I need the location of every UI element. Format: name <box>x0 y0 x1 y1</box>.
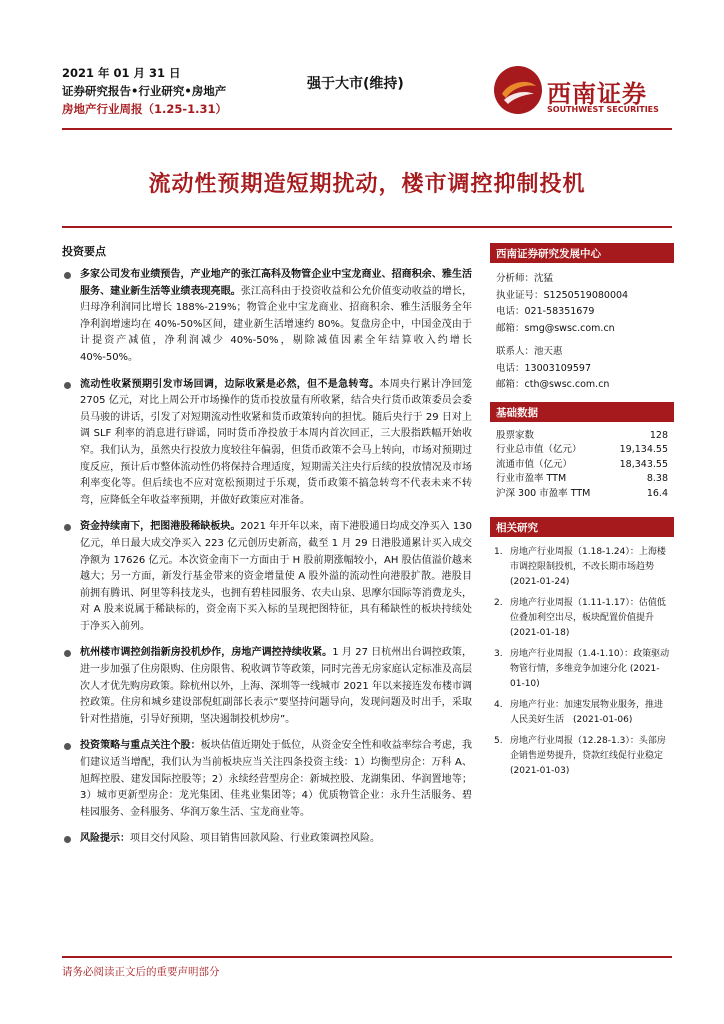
bullet-dot-icon <box>64 743 71 750</box>
stat-row <box>496 487 668 502</box>
list-item-number: 5. <box>494 736 503 747</box>
bullet-body: 1 月 27 日杭州出台调控政策，进一步加强了住房限购、住房限售、税收调节等政策，同时完善无房家庭认定标准及高层次人才优先购房政策。除杭州以外，上海、深圳等一线城市 2021 年以来接连发布楼市调控政策。住房和城乡建设部倪虹副部长表示“要坚持问题导向，发现问题及时出手，采取针对性措施，引导好预期，坚决遏制投机炒房”。 <box>80 647 473 725</box>
report-category: 证券研究报告•行业研究•房地产 <box>62 84 227 98</box>
bullet-item <box>62 645 472 728</box>
list-item[interactable] <box>494 698 670 728</box>
analyst-phone: 电话：021-58351679 <box>496 306 595 318</box>
list-item[interactable] <box>494 647 670 692</box>
bullet-lead: 流动性收紧预期引发市场回调，边际收紧是必然，但不是急转弯。 <box>80 378 380 390</box>
bullet-body: 2021 年开年以来，南下港股通日均成交净买入 130 亿元，单日最大成交净买入 223 亿元创历史新高，截至 1 月 29 日港股通累计买入成交净额为 17626 亿元。本次资金南下一方面由于 H 股前期涨幅较小，AH 股估值溢价越来越大；另一方面，新发行基金带来的资金增量使 A 股外溢的流动性向港股扩散。港股目前拥有腾讯、阿里等科技龙头，也拥有碧桂园服务、农夫山泉、思摩尔国际等消费龙头，对 A 股来说属于稀缺标的，资金南下买入标的呈现把图特征，具有稀缺性的板块持续处于净买入前列。 <box>80 521 473 632</box>
logo-text-en: SOUTHWEST SECURITIES <box>547 105 659 114</box>
bullet-item <box>62 738 472 821</box>
company-logo <box>492 64 682 124</box>
stat-value: 128 <box>649 429 668 441</box>
research-center-heading: 西南证券研究发展中心 <box>490 243 674 263</box>
report-header <box>62 64 227 118</box>
bullet-item <box>62 377 472 510</box>
stat-row <box>496 429 668 444</box>
logo-emblem-icon <box>492 64 544 116</box>
basic-data-heading: 基础数据 <box>490 402 674 422</box>
stat-row <box>496 472 668 487</box>
title-divider <box>62 226 672 228</box>
stat-label: 流通市值（亿元） <box>496 458 573 470</box>
contact-email[interactable]: 邮箱：cth@swsc.com.cn <box>496 379 610 391</box>
report-series: 房地产行业周报（1.25-1.31） <box>62 102 228 116</box>
stat-value: 18,343.55 <box>619 458 668 470</box>
list-item[interactable] <box>494 596 670 641</box>
bullet-body: 张江高科由于投资收益和公允价值变动收益的增长，归母净利润同比增长 188%-219%；物管企业中宝龙商业、招商积余、雅生活服务全年净利润增速均在 40%-50%区间，建业新生活增速约 80%。复盘房企中，中国金茂由于计提资产减值，净利润减少 40%-50%，剔除减值因素全年结算收入约增长 40%-50%。 <box>80 285 473 363</box>
list-item[interactable] <box>494 545 670 590</box>
investment-heading: 投资要点 <box>62 245 106 258</box>
bullet-dot-icon <box>64 382 71 389</box>
list-item-number: 3. <box>494 649 503 660</box>
list-item-text: 房地产行业周报（1.11-1.17）：估值低位叠加利空出尽，板块配置价值提升 (2021-01-18) <box>510 598 666 639</box>
stat-value: 16.4 <box>646 487 668 499</box>
bullet-lead: 杭州楼市调控剑指新房投机炒作，房地产调控持续收紧。 <box>80 647 333 659</box>
bullet-lead: 多家公司发布业绩预告，产业地产的张江高科及物管企业中宝龙商业、招商积余、雅生活服务、建业新生活等业绩表现亮眼。 <box>80 269 472 297</box>
bullet-lead: 风险提示： <box>80 833 130 845</box>
stat-label: 行业市盈率 TTM <box>496 473 567 485</box>
basic-data-table <box>490 422 674 508</box>
analyst-email[interactable]: 邮箱：smg@swsc.com.cn <box>496 323 615 335</box>
stat-value: 19,134.55 <box>619 444 668 456</box>
footer-divider <box>62 956 672 958</box>
report-title: 流动性预期造短期扰动，楼市调控抑制投机 <box>148 172 586 197</box>
list-item-text: 房地产行业周报（1.4-1.10）：政策驱动物管行情，多维竞争加速分化 (2021-01-10) <box>510 649 670 690</box>
bullet-dot-icon <box>64 272 71 279</box>
bullet-item <box>62 519 472 635</box>
bullet-lead: 投资策略与重点关注个股： <box>80 740 201 752</box>
stat-label: 行业总市值（亿元） <box>496 444 582 456</box>
report-date: 2021 年 01 月 31 日 <box>62 66 181 80</box>
list-item-text: 房地产行业：加速发展物业服务，推进人民美好生活 (2021-01-06) <box>510 700 664 726</box>
sidebar <box>490 243 674 789</box>
bullet-body: 本周央行累计净回笼 2705 亿元，对比上周公开市场操作的货币投放量有所收紧，结合央行货币政策委员会委员马骏的讲话，引发了对短期流动性收紧和货币政策转向的担忧。随后央行于 29 日对上调 SLF 利率的消息进行辟谣，同时货币净投放于本周内首次回正，三大股指跌幅开始收窄。我们认为，虽然央行投放力度较往年偏弱，但货币政策不会马上转向，市场对预期过度反应，预计后市整体流动性仍将保持合理适度，短期需关注央行后续的投放情况及市场利率变化等。但后续也不应对宽松预期过于乐观，货币政策不搞急转弯不代表未来不转弯，应降低全年收益率预期，并做好政策应对准备。 <box>80 378 473 506</box>
contact-phone: 电话：13003109597 <box>496 362 591 374</box>
stat-row <box>496 458 668 473</box>
bullet-body: 项目交付风险、项目销售回款风险、行业政策调控风险。 <box>130 833 380 845</box>
bullet-item <box>62 831 472 848</box>
stat-label: 沪深 300 市盈率 TTM <box>496 487 591 499</box>
bullet-lead: 资金持续南下，把图港股稀缺板块。 <box>80 521 241 533</box>
related-research-heading: 相关研究 <box>490 517 674 537</box>
stat-value: 8.38 <box>646 473 668 485</box>
investment-summary <box>62 243 472 858</box>
industry-rating: 强于大市(维持) <box>307 76 404 92</box>
list-item-number: 2. <box>494 598 503 609</box>
analyst-contact <box>490 263 674 398</box>
stat-row <box>496 443 668 458</box>
list-item[interactable] <box>494 734 670 779</box>
disclaimer-footer[interactable]: 请务必阅读正文后的重要声明部分 <box>62 966 220 978</box>
list-item-number: 1. <box>494 547 503 558</box>
analyst-name: 分析师：沈猛 <box>496 273 554 284</box>
list-item-text: 房地产行业周报（1.18-1.24）：上海楼市调控限制投机，不改长期市场趋势 (2021-01-24) <box>510 547 666 588</box>
related-research-list <box>490 537 674 789</box>
stat-label: 股票家数 <box>496 429 535 441</box>
logo-text-cn: 西南证券 <box>547 79 647 108</box>
bullet-dot-icon <box>64 836 71 843</box>
bullet-dot-icon <box>64 524 71 531</box>
bullet-item <box>62 267 472 367</box>
list-item-number: 4. <box>494 700 503 711</box>
header-divider <box>62 128 672 130</box>
list-item-text: 房地产行业周报（12.28-1.3）：头部房企销售逆势提升，贷款红线促行业稳定 (2021-01-03) <box>510 736 666 777</box>
analyst-license: 执业证号：S1250519080004 <box>496 289 629 301</box>
bullet-dot-icon <box>64 650 71 657</box>
bullet-body: 板块估值近期处于低位，从资金安全性和收益率综合考虑，我们建议适当增配，我们认为当前板块应当关注四条投资主线：1）均衡型房企：万科 A、旭辉控股、建发国际控股等；2）永续经营型房企：新城控股、龙湖集团、华润置地等；3）城市更新型房企：龙光集团、佳兆业集团等；4）优质物管企业：永升生活服务、碧桂园服务、金科服务、华润万象生活、宝龙商业等。 <box>80 740 473 818</box>
contact-name: 联系人：池天惠 <box>496 345 563 357</box>
